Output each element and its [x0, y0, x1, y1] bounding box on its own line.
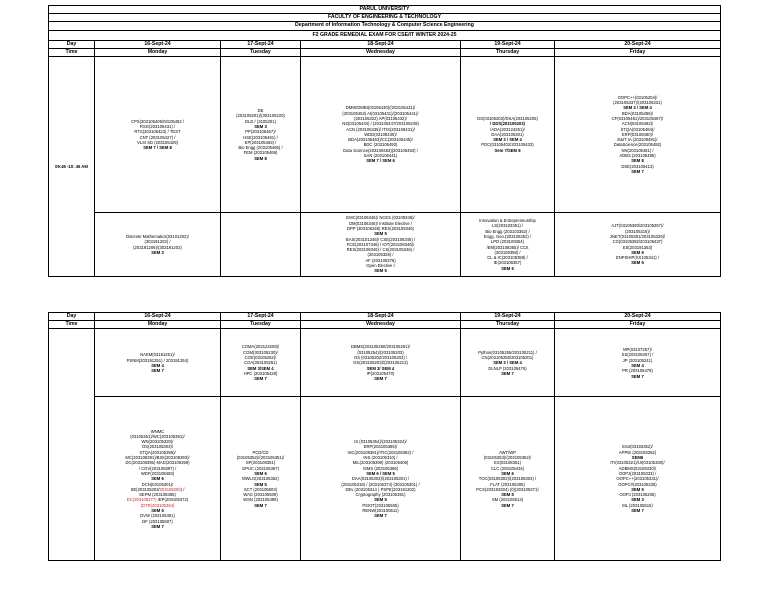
time-slot: 09:45 -10: 45 AM [49, 57, 95, 277]
course-line: ACN(03105482)/ [621, 121, 654, 127]
course-line: COMA(203124208)/ [241, 344, 280, 350]
course-line: CPS(203105405/03105452 / [130, 118, 185, 124]
day-header-4: Friday [555, 321, 721, 329]
course-line: DEv (203105314 ) PSPE(203191302) [345, 486, 416, 492]
course-line: PSNM(203191251) / 203191254) [126, 357, 189, 363]
course-line: DPP (303106346) RES(203109346) [347, 225, 414, 231]
course-line: (203105316)/ [625, 228, 650, 234]
course-line: BAS(203101346)/ CSE(203106346) / [345, 236, 416, 242]
course-line: CN(203105255/203105201) [481, 354, 534, 360]
course-line: DM(03106346)/ Institute Elective / [348, 220, 413, 226]
day-header-3: Thursday [461, 48, 555, 56]
course-line: SEM 6 [151, 476, 164, 482]
course-line: DLNLP (203105476) [488, 365, 527, 371]
exam-cell [555, 329, 721, 397]
exam-cell [95, 329, 221, 397]
course-line: ADBMS(03108330)/ [618, 465, 657, 471]
course-line: Python(03105255/203105211) / [478, 349, 537, 355]
course-line: OOPC#(203105335) [618, 481, 657, 487]
course-line: JP (203105241) [622, 357, 653, 363]
course-line: FEM (203105469) [243, 150, 278, 156]
course-line: OS(203105303)/ [142, 444, 173, 450]
course-line: SEM 5 [501, 492, 514, 498]
course-line: WAS (203105509) [243, 492, 278, 498]
course-line: SEM 7 / SEM 8 [143, 145, 172, 151]
day-header-2: Wednesday [301, 48, 461, 56]
course-line: CG(03105382/203105437) [612, 239, 663, 245]
course-line: SEM 7 [501, 370, 514, 376]
course-line: LPD (203109354) [490, 239, 525, 245]
university-name: PARUL UNIVERSITY [49, 6, 721, 14]
date-header-1: 17-Sept-24 [221, 313, 301, 321]
course-line: SEM 5 [631, 486, 644, 492]
course-line: LS(203103351) / [491, 223, 524, 229]
course-line: SEM 7 [631, 168, 644, 174]
course-line: SEM 7 / SEM 6 [366, 158, 395, 164]
course-line: SEM 5 [374, 231, 387, 237]
course-line: (03105254)/(203105203) [357, 349, 404, 355]
course-line: (303191202) / [144, 239, 171, 245]
course-line: (DTR(203105364) [140, 502, 175, 508]
course-line: SEM 3 [631, 497, 644, 503]
exam-cell [301, 329, 461, 397]
faculty-name: FACULTY OF ENGINEERING & TECHNOLOGY [49, 14, 721, 22]
course-line: DAA(03105303)/(203105301) / [351, 476, 410, 482]
course-line: WSN (203105499) [243, 497, 278, 503]
exam-cell [555, 397, 721, 561]
course-line: Cryptography (203105381) [355, 492, 406, 498]
exam-title: F2 GRADE REMEDIAL EXAM FOR CSE/IT WINTER 2024-25 [49, 30, 721, 40]
exam-cell [95, 397, 221, 561]
course-line: ES(203191353) [622, 244, 653, 250]
date-header-3: 19-Sept-24 [461, 40, 555, 48]
course-line: SEM 3 / SEM 4 [493, 360, 522, 366]
course-line: CF(03105481)/203105487)/ [611, 115, 664, 121]
course-line: Data Science(203108463)(203105453) / [343, 147, 418, 153]
course-line: CLC (203105434) [490, 465, 525, 471]
course-line: (03105353)/(203105352)/ [483, 455, 532, 461]
course-line: SEM 3 / SEM 4 [493, 137, 522, 143]
exam-cell [461, 57, 555, 213]
course-line: WNMC [150, 428, 165, 434]
course-line: DC(203105277) /EP(203105372) [126, 497, 189, 503]
course-line: AWT/WP [498, 449, 517, 455]
course-line: E&IT IA (203108481)/ [617, 137, 658, 143]
exam-cell [95, 57, 221, 213]
course-line: DSE(203105413) [621, 163, 654, 169]
course-line: SEM 7 [501, 502, 514, 508]
exam-cell [221, 57, 301, 213]
course-line: SEM 5 [631, 260, 644, 266]
course-line: SEM 6 [501, 265, 514, 271]
course-line: COE(03105252)/ [244, 354, 277, 360]
course-line: CNT (203105427) / [139, 134, 176, 140]
course-line: DataScience(203105482) [613, 142, 662, 148]
course-line: JNET(03105381/203105329)/ [609, 233, 666, 239]
day-header-2: Wednesday [301, 321, 461, 329]
course-line: OOPJ (203105205) [619, 492, 656, 498]
course-line: TOC(03105302)/(203108303) / [478, 476, 537, 482]
course-line: SEM 7 [151, 368, 164, 374]
course-line: (203191206)/(303191202) [133, 244, 182, 250]
course-line: BDA(03105486)/ [621, 110, 654, 116]
exam-cell [301, 213, 461, 277]
course-line: (203105318) / (203105374) (303105301) / [341, 481, 420, 487]
time-label: Time [49, 48, 95, 56]
course-line: OOPJ(203105333) / [618, 470, 657, 476]
department-name: Department of Information Technology & Computer Science Engineering [49, 22, 721, 30]
course-line: SEM 3 [254, 123, 267, 129]
course-line: ENPSHIP(XX105341) / [615, 255, 660, 261]
course-line: SEM 7 [631, 508, 644, 514]
course-line: FLAT (203105305) [490, 481, 525, 487]
time-slot-empty [49, 329, 95, 561]
course-line: SEM 4 [151, 362, 164, 368]
course-line: ES2(03193352)/ [622, 444, 653, 450]
day-header-1: Tuesday [221, 48, 301, 56]
course-line: INS (203105310) / [363, 455, 398, 461]
course-line: NS(03105434) / (203105447/203105249) [342, 121, 419, 127]
date-header-3: 19-Sept-24 [461, 313, 555, 321]
course-line: FCE(203107346) / IOT(203108346)/ [346, 241, 415, 247]
course-line: SEM 7 [254, 502, 267, 508]
course-line: SEM 5 [374, 268, 387, 274]
course-line: /EM(203108355)/ CCIt [486, 244, 529, 250]
course-line: IE(203108357) [493, 260, 522, 266]
course-line: WDD(03108430)/ [364, 131, 397, 137]
course-line: OOPC++(203105331)/ [616, 476, 659, 482]
course-line: WDF(203108483) [140, 470, 175, 476]
date-header-2: 18-Sept-24 [301, 40, 461, 48]
course-line: RTS(203105423) / TEST [134, 129, 181, 135]
date-header-0: 16-Sept-24 [95, 40, 221, 48]
course-line: COM(303105230)/ [243, 349, 278, 355]
exam-cell [221, 397, 301, 561]
course-line: SEM 3 [151, 249, 164, 255]
exam-cell [555, 213, 721, 277]
course-line: SE(203105303/203105250) / [130, 486, 185, 492]
day-header-1: Tuesday [221, 321, 301, 329]
exam-cell [461, 397, 555, 561]
course-line: SEM 4 [631, 362, 644, 368]
time-label: Time [49, 321, 95, 329]
exam-cell [95, 213, 221, 277]
course-line: AF (203105376) [365, 257, 396, 263]
course-line: ISMS (203105366) [362, 465, 399, 471]
exam-cell [221, 329, 301, 397]
course-line: APPIE (203193352) [618, 449, 657, 455]
course-line: ADBS (203105485) [619, 153, 656, 159]
course-line: DF (203105507) [142, 518, 173, 524]
course-line: STQA(03105484)/ [620, 126, 655, 132]
course-line: NAEM(03191251)/ [140, 352, 175, 358]
course-line: ERP(203105385)/ [363, 444, 398, 450]
course-line: SEM 6 [254, 470, 267, 476]
course-line: DCN(03105301)/ [141, 481, 174, 487]
course-line: SEM 5 [151, 508, 164, 514]
course-line: EP(203105463) / [244, 139, 277, 145]
course-line: Innovation & Entrepreneurship [479, 218, 536, 224]
course-line: RSG(203105431) / [139, 123, 176, 129]
course-line: PCS(203193304) (0)(203105371) [476, 486, 539, 492]
course-line: SAN (203108441) [363, 153, 398, 159]
course-line: (203105326) / [367, 252, 394, 258]
day-label: Day [49, 313, 95, 321]
course-line: DC(203108395) MAD(203105359) [125, 460, 190, 466]
course-line: DE [257, 108, 264, 114]
course-line: MP(03107257)/ [623, 347, 652, 353]
course-line: SEM 7 [631, 373, 644, 379]
course-line: IP(203105470) [366, 370, 395, 376]
course-line: PR (203105478) [622, 368, 653, 374]
course-line: SEM 3 / SEM 4 [623, 105, 652, 111]
course-line: OOPC++(03105204)/ [617, 94, 658, 100]
course-line: Discrete Mathematics(03101202)/ [126, 233, 189, 239]
course-line: MIL(203105399) (203105406) [352, 460, 409, 466]
course-line: /ADA(203124251)/ [490, 126, 525, 132]
course-line: PSIOT(203105505) [362, 502, 399, 508]
course-line: GPUC (203105387) [241, 465, 279, 471]
exam-cell [461, 213, 555, 277]
course-line: PP(203105467)/ [245, 129, 276, 135]
course-line: ML (203105515) [622, 502, 653, 508]
course-line: (203108358) / [494, 249, 521, 255]
course-line: DLD / (3105201) [245, 118, 276, 124]
day-header-4: Friday [555, 48, 721, 56]
course-line: (203105337)/(203105331) [613, 100, 662, 106]
course-line: SEM 8 [631, 158, 644, 164]
course-line: SEM 7 [151, 523, 164, 529]
date-header-1: 17-Sept-24 [221, 40, 301, 48]
date-header-0: 16-Sept-24 [95, 313, 221, 321]
course-line: PDC(03105402/203105433) [481, 142, 534, 148]
course-line: SEM 7 [374, 513, 387, 519]
course-line: NN(203105481) / [621, 147, 654, 153]
course-line: SEM 7 [254, 376, 267, 382]
course-line: DAA(203105301) [491, 131, 524, 137]
exam-cell [461, 329, 555, 397]
day-header-0: Monday [95, 321, 221, 329]
course-line: ACN (203105435)/ ITIS(203108431)/ [346, 126, 415, 132]
course-line: SEM 8 [254, 155, 267, 161]
course-line: SCT (203105503) [243, 486, 278, 492]
course-line: SM (203105513) [491, 497, 524, 503]
course-line: Bio Engg (203105465) / [238, 145, 283, 151]
course-line: WN(203105320)/ [141, 439, 174, 445]
course-line: (03105352)/(203105351)/ [236, 455, 285, 461]
day-header-0: Monday [95, 48, 221, 56]
course-line: Open Elective I [366, 263, 395, 269]
course-line: OS(203105203)/(203105213) [353, 360, 408, 366]
exam-cell [301, 397, 461, 561]
course-line: SEM 5 [374, 497, 387, 503]
course-line: VLSI SD (203105429) [137, 139, 178, 145]
date-header-4: 20-Sept-24 [555, 40, 721, 48]
course-line: DMW/DMBI(03105430)/(203105431)/ [345, 105, 416, 111]
course-line: DBMS(203105260/203105251)/ [350, 344, 411, 350]
course-line: RENW(203105511) [362, 508, 399, 514]
course-line: SEM 5 [254, 481, 267, 487]
course-line: MC(203108391)/BIIS(203108393)/ [125, 455, 190, 461]
day-header-3: Thursday [461, 321, 555, 329]
course-line: HPC (203105428) [243, 370, 278, 376]
course-line: BDA(203105463)/CC(203105445)/ [348, 137, 413, 143]
course-line: BDC (203105493) [363, 142, 398, 148]
date-header-2: 18-Sept-24 [301, 313, 461, 321]
exam-timetable-week-1 [48, 5, 721, 277]
course-line: OS (03105202/203105203) / [353, 354, 408, 360]
course-line: STQA(203105395)/ [139, 449, 176, 455]
course-line: Bio Engg (203103352) / [485, 228, 530, 234]
course-line: Engg. Geo.(203106352) / [483, 233, 532, 239]
course-line: SP(203108351) [245, 460, 276, 466]
course-line: SEM 6 / SEM 5 [366, 470, 395, 476]
course-line: SS(203105257) / [621, 352, 654, 358]
course-line: ISC(203108381)/ITIC(203108382) / [347, 449, 414, 455]
day-label: Day [49, 40, 95, 48]
course-line: (203105201)/(303105220) [236, 113, 285, 119]
course-line: SEM6 [631, 455, 644, 461]
course-line: IS (03105354)/(203105324)/ [354, 439, 407, 445]
course-line: AJT(03105380/203105357)/ [611, 223, 664, 229]
course-line: RES(203109346) / CS(203105346) / [346, 247, 415, 253]
course-line: / CGV(203108397) / [138, 465, 177, 471]
course-line: PCD/CD [252, 449, 269, 455]
course-line: SEM 3/ SEM 4 [366, 365, 395, 371]
course-line: SEPM (203108365) [139, 492, 176, 498]
course-line: ERP(03108480)/ [621, 131, 654, 137]
course-line: CL & IC(203108359) / [487, 255, 528, 261]
course-line: (203105453) AI(03105431)/(203105441)/ [342, 110, 419, 116]
exam-cell [301, 57, 461, 213]
course-line: ES(03108351) [493, 460, 521, 466]
course-line: DS(03105203)/DSA(203105205) [477, 115, 538, 121]
course-line: Sem 7/SEM 8 [494, 147, 521, 153]
exam-timetable-week-2 [48, 312, 721, 561]
course-line: MWLO(203105362) [242, 476, 279, 482]
course-line: SEM 6 [501, 470, 514, 476]
course-line: SEM 3/SEM 4 [247, 365, 274, 371]
course-line: EMC(03106346)/ NCES (03109348)/ [346, 215, 415, 221]
course-line: DVW (203105491) [140, 513, 175, 519]
course-line: SEM 6 [631, 249, 644, 255]
course-line: COA(303105251) [244, 360, 277, 366]
course-line: (203105322) AP(03105432)/ [354, 115, 407, 121]
course-line: (03105351)/WC(203105391)/ [130, 433, 185, 439]
exam-cell [555, 57, 721, 213]
course-line: HSE(203105461) / [243, 134, 278, 140]
date-header-4: 20-Sept-24 [555, 313, 721, 321]
course-line: SEM 7 [374, 376, 387, 382]
course-line: / DDS(203105203) [490, 121, 525, 127]
exam-cell [221, 213, 301, 277]
course-line: ITI(03105321)/UI(03105330)/ [610, 460, 665, 466]
